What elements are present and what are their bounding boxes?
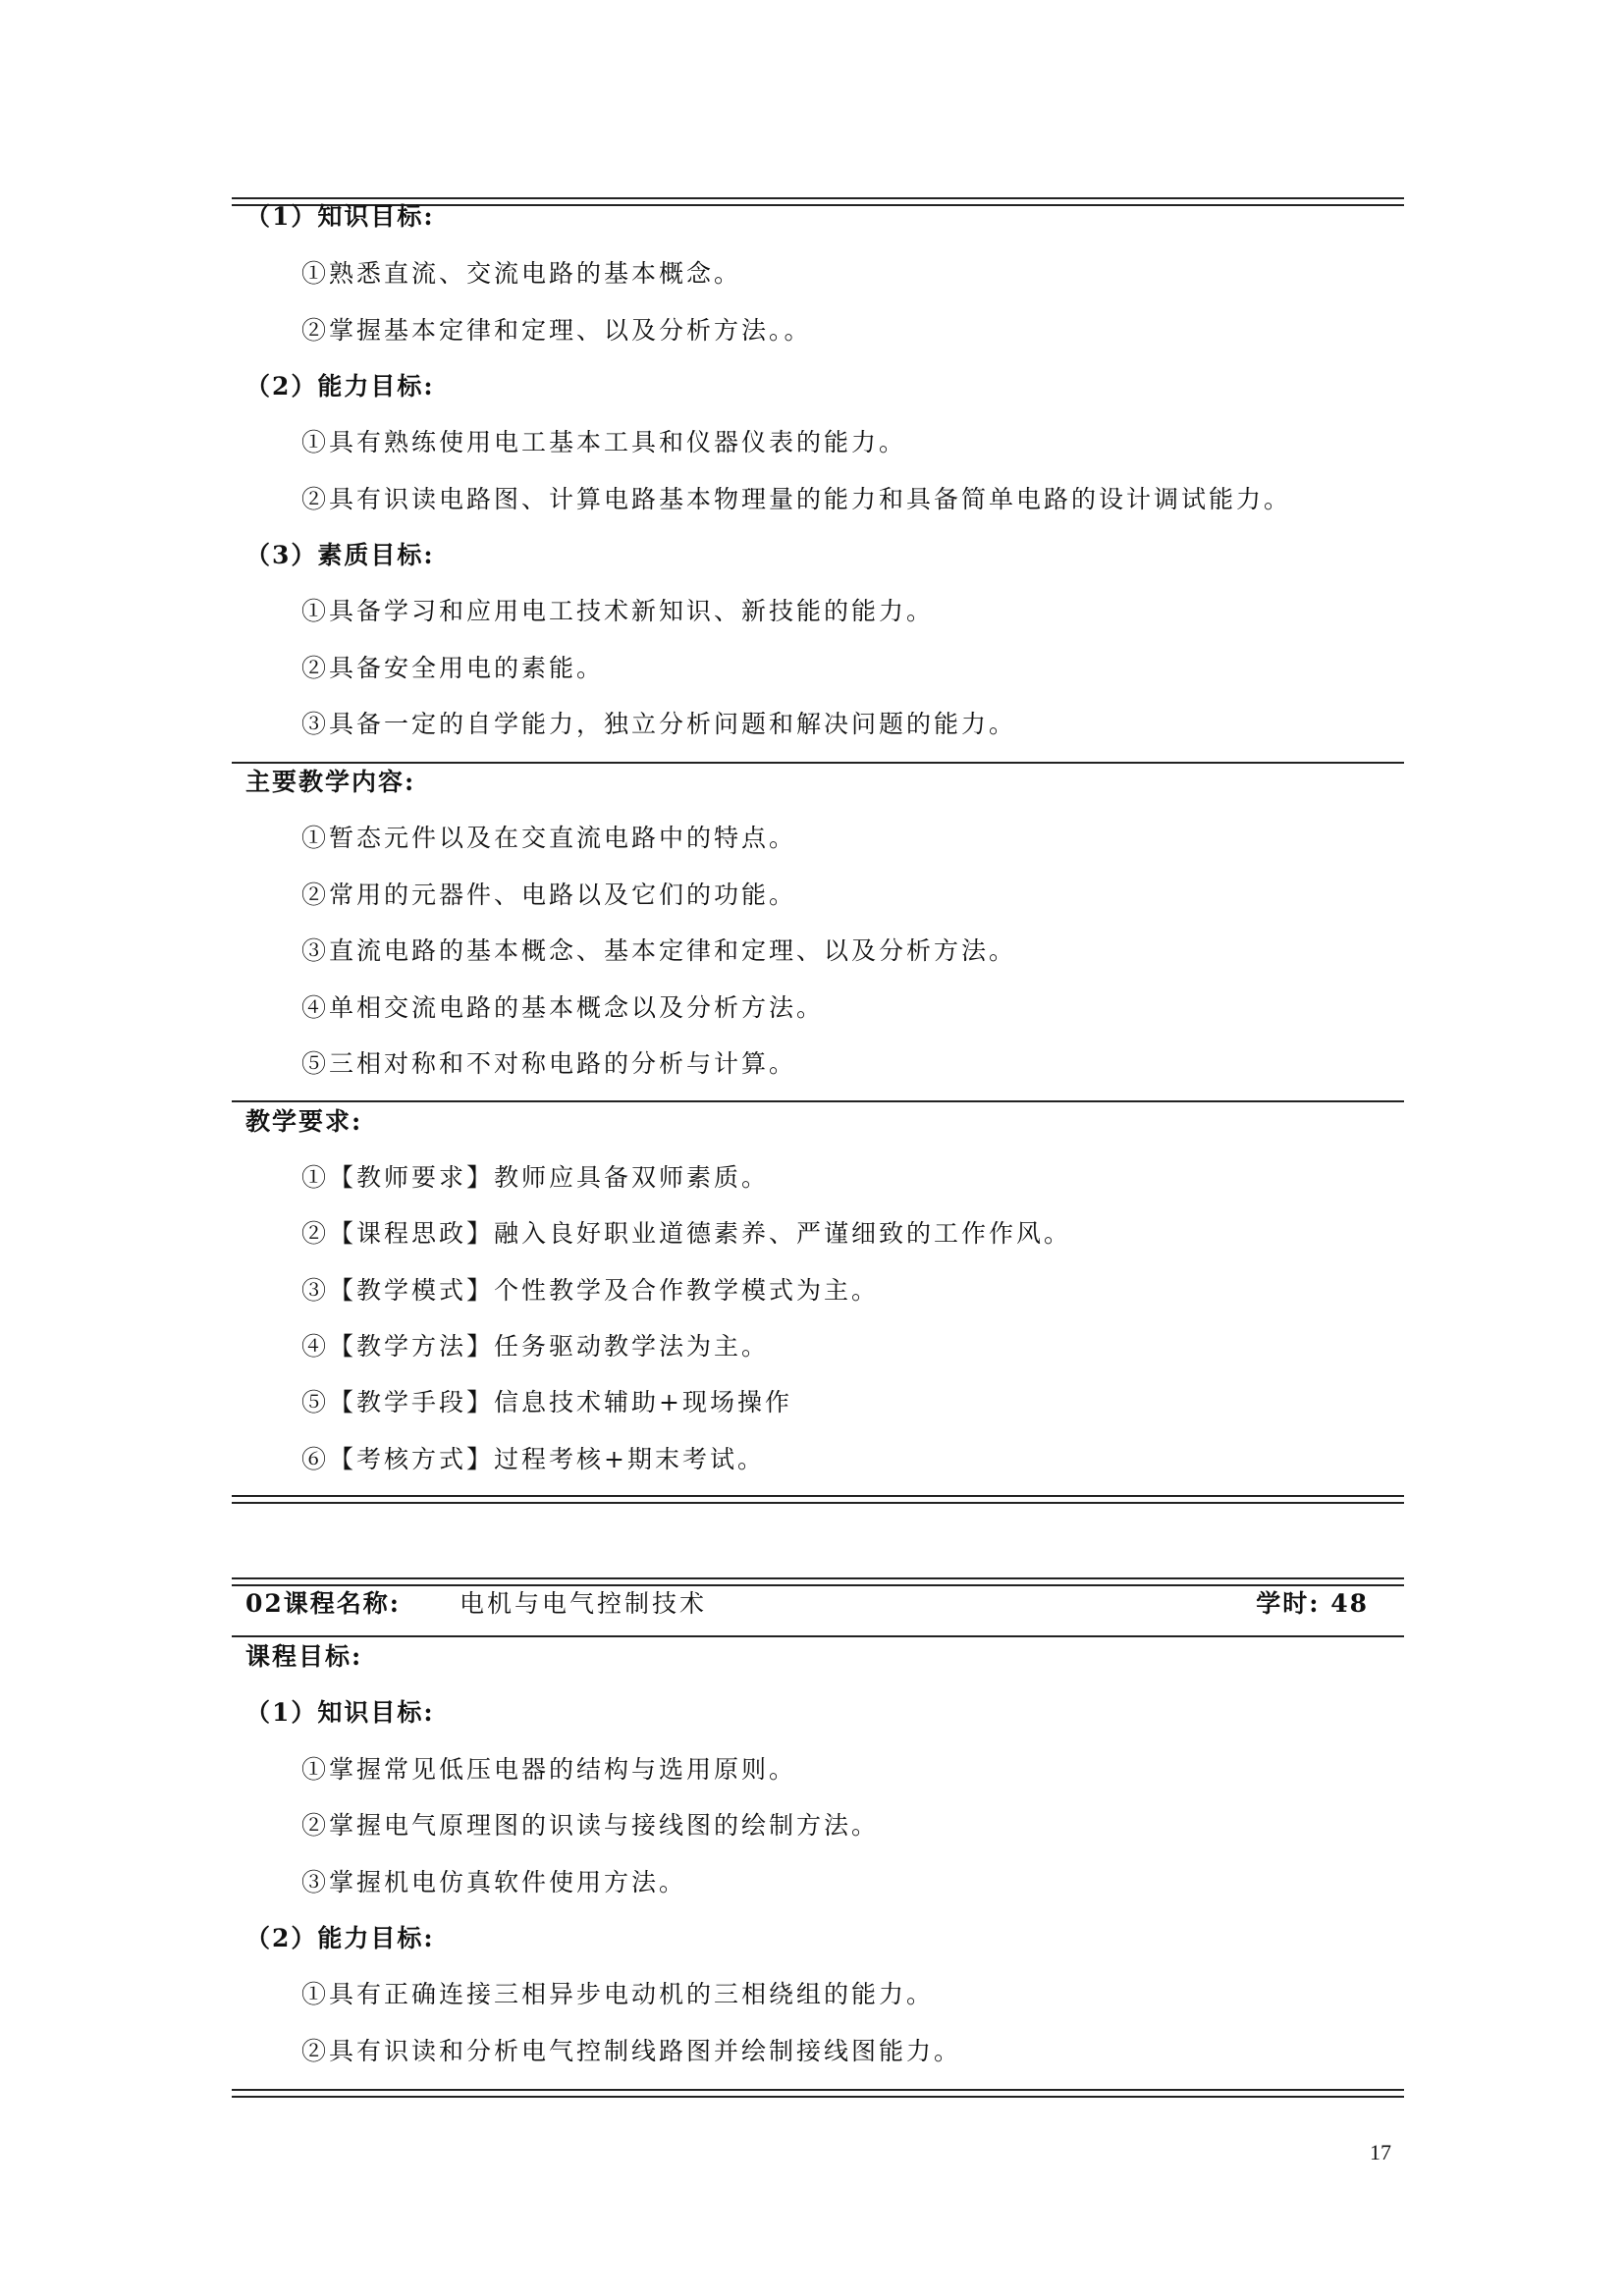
teaching-requirements-heading: 教学要求: xyxy=(245,1107,363,1136)
list-item: ②常用的元器件、电路以及它们的功能。 xyxy=(301,881,797,909)
knowledge-goals-heading: （1）知识目标: xyxy=(245,1698,435,1727)
ability-goals-heading: （2）能力目标: xyxy=(245,372,435,400)
list-item: ②掌握基本定律和定理、以及分析方法。。 xyxy=(301,316,812,345)
teaching-content-heading: 主要教学内容: xyxy=(245,768,416,796)
list-item: ③【教学模式】个性教学及合作教学模式为主。 xyxy=(301,1276,880,1305)
course-goals-heading: 课程目标: xyxy=(245,1642,363,1671)
list-item: ⑥【考核方式】过程考核+期末考试。 xyxy=(301,1445,765,1473)
list-item: ④【教学方法】任务驱动教学法为主。 xyxy=(301,1332,770,1361)
list-item: ①熟悉直流、交流电路的基本概念。 xyxy=(301,259,742,288)
list-item: ②【课程思政】融入良好职业道德素养、严谨细致的工作作风。 xyxy=(301,1219,1072,1248)
list-item: ①掌握常见低压电器的结构与选用原则。 xyxy=(301,1755,797,1784)
list-item: ①具有熟练使用电工基本工具和仪器仪表的能力。 xyxy=(301,428,907,456)
section-divider xyxy=(232,762,1404,764)
section-divider xyxy=(232,1635,1404,1637)
list-item: ①暂态元件以及在交直流电路中的特点。 xyxy=(301,824,797,852)
course-name: 电机与电气控制技术 xyxy=(460,1589,708,1618)
list-item: ②具备安全用电的素能。 xyxy=(301,654,605,682)
list-item: ③直流电路的基本概念、基本定律和定理、以及分析方法。 xyxy=(301,936,1017,965)
list-item: ①具备学习和应用电工技术新知识、新技能的能力。 xyxy=(301,597,935,625)
list-item: ①具有正确连接三相异步电动机的三相绕组的能力。 xyxy=(301,1980,935,2008)
list-item: ①【教师要求】教师应具备双师素质。 xyxy=(301,1163,770,1192)
list-item: ②掌握电气原理图的识读与接线图的绘制方法。 xyxy=(301,1811,880,1840)
list-item: ④单相交流电路的基本概念以及分析方法。 xyxy=(301,993,825,1022)
quality-goals-heading: （3）素质目标: xyxy=(245,541,435,569)
course-number-label: 02课程名称: xyxy=(245,1589,402,1618)
section-divider xyxy=(232,1100,1404,1102)
knowledge-goals-heading: （1）知识目标: xyxy=(245,202,435,231)
list-item: ⑤三相对称和不对称电路的分析与计算。 xyxy=(301,1049,797,1078)
table-bottom-double-rule xyxy=(232,1495,1404,1504)
list-item: ②具有识读电路图、计算电路基本物理量的能力和具备简单电路的设计调试能力。 xyxy=(301,485,1292,513)
list-item: ③具备一定的自学能力，独立分析问题和解决问题的能力。 xyxy=(301,710,1017,738)
list-item: ⑤【教学手段】信息技术辅助+现场操作 xyxy=(301,1388,792,1416)
bottom-double-rule xyxy=(232,2089,1404,2098)
list-item: ②具有识读和分析电气控制线路图并绘制接线图能力。 xyxy=(301,2037,962,2065)
list-item: ③掌握机电仿真软件使用方法。 xyxy=(301,1868,687,1896)
ability-goals-heading: （2）能力目标: xyxy=(245,1924,435,1952)
course-hours: 学时: 48 xyxy=(1256,1589,1369,1618)
page-number: 17 xyxy=(1370,2140,1391,2164)
